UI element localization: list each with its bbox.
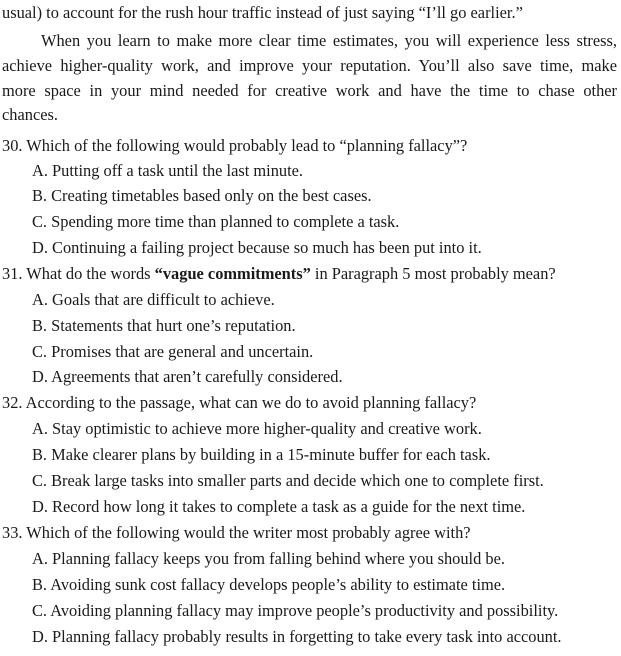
answer-option: B. Make clearer plans by building in a 15-minute buffer for each task.: [32, 445, 491, 464]
answer-option: B. Avoiding sunk cost fallacy develops people’s ability to estimate time.: [32, 575, 506, 594]
question-stem: 33. Which of the following would the writer most probably agree with?: [2, 523, 471, 542]
question-stem-text: 31. What do the words: [2, 264, 155, 283]
answer-option: C. Break large tasks into smaller parts and decide which one to complete first.: [32, 471, 544, 490]
answer-option: A. Planning fallacy keeps you from falling behind where you should be.: [32, 549, 505, 568]
answer-option: D. Agreements that aren’t carefully considered.: [32, 367, 343, 386]
passage-line: When you learn to make more clear time estimates, you will experience less stress,: [41, 31, 617, 50]
question-stem-text: in Paragraph 5 most probably mean?: [310, 264, 556, 283]
question-stem: 30. Which of the following would probably lead to “planning fallacy”?: [2, 136, 468, 155]
passage-line: achieve higher-quality work, and improve your reputation. You’ll also save time, make: [2, 56, 617, 75]
answer-option: A. Stay optimistic to achieve more higher-quality and creative work.: [32, 419, 482, 438]
passage-line: usual) to account for the rush hour traffic instead of just saying “I’ll go earlier.”: [2, 3, 523, 22]
answer-option: C. Avoiding planning fallacy may improve people’s productivity and possibility.: [32, 601, 559, 620]
answer-option: B. Statements that hurt one’s reputation.: [32, 316, 296, 335]
question-stem: [2, 264, 556, 284]
answer-option: B. Creating timetables based only on the best cases.: [32, 186, 372, 205]
answer-option: A. Putting off a task until the last minute.: [32, 161, 304, 180]
answer-option: D. Planning fallacy probably results in forgetting to take every task into account.: [32, 627, 562, 646]
answer-option: A. Goals that are difficult to achieve.: [32, 290, 275, 309]
answer-option: D. Continuing a failing project because so much has been put into it.: [32, 238, 482, 257]
question-stem-bold: “vague commitments”: [154, 264, 311, 283]
answer-option: D. Record how long it takes to complete a task as a guide for the next time.: [32, 497, 526, 516]
answer-option: C. Spending more time than planned to complete a task.: [32, 212, 400, 231]
passage-line: chances.: [2, 105, 58, 124]
passage-line: more space in your mind needed for creative work and have the time to chase other: [2, 81, 617, 100]
question-stem: 32. According to the passage, what can we do to avoid planning fallacy?: [2, 393, 477, 412]
answer-option: C. Promises that are general and uncertain.: [32, 342, 314, 361]
